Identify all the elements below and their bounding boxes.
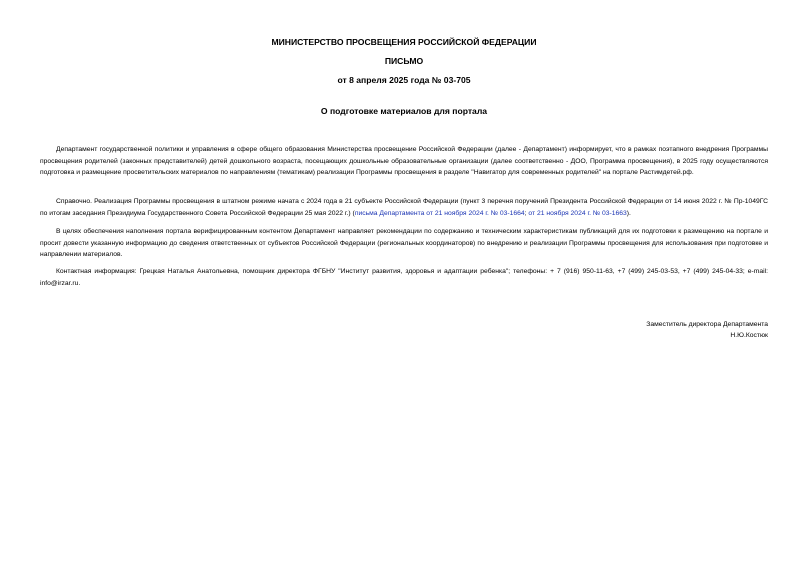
paragraph-intro: Департамент государственной политики и управления в сфере общего образования Министерства просвещение Российской Федерации (далее - Департамент) информирует, что в рамках поэтапного внедрения Программы просвещения родителей (законных представителей) детей дошкольного возраста, посещающих дошкольные образовательные организации (далее соответственно - ДОО, Программа просвещения), в 2025 году осуществляются подготовка и размещение просветительских материалов по направлениям (тематикам) реализации Программы просвещения в разделе "Навигатор для современных родителей" на портале Растимдетей.рф. [40,146,768,176]
paragraph-recommendations: В целях обеспечения наполнения портала верифицированным контентом Департамент направляет рекомендации по содержанию и техническим характеристикам публикаций для их подготовки к размещению на портале и просит довести указанную информацию до сведения ответственных от субъектов Российской Федерации (региональных координаторов) по внедрению и реализации Программы просвещения для использования при подготовке и направлении материалов. [40,228,768,258]
document-subject: О подготовке материалов для портала [320,106,488,116]
ministry-title: МИНИСТЕРСТВО ПРОСВЕЩЕНИЯ РОССИЙСКОЙ ФЕДЕРАЦИИ [271,37,537,47]
link-separator: ; [524,209,529,217]
letter-link-03-1664[interactable]: письма Департамента от 21 ноября 2024 г. № 03-1664 [354,209,525,217]
paragraph-reference-text: Справочно. Реализация Программы просвещения в штатном режиме начата с 2024 года в 21 субъекте Российской Федерации (пункт 3 перечня поручений Президента Российской Федерации от 14 июня 2022 г. № Пр-1049ГС по итогам заседания Президиума Государственного Совета Российской Федерации 25 мая 2022 г.) ( [40,198,768,217]
paragraph-reference [40,196,768,219]
paragraph-reference-end: ). [626,209,631,217]
signature-title: Заместитель директора Департамента [646,321,768,328]
document-date-number: от 8 апреля 2025 года № 03-705 [337,75,471,85]
document-type: ПИСЬМО [384,56,424,66]
letter-link-03-1663[interactable]: от 21 ноября 2024 г. № 03-1663 [528,209,627,217]
signature-name: Н.Ю.Костюк [730,332,768,339]
paragraph-contacts: Контактная информация: Грецкая Наталья Анатольевна, помощник директора ФГБНУ "Институт развития, здоровья и адаптации ребенка"; телефоны: + 7 (916) 950-11-63, +7 (499) 245-03-53, +7 (499) 245-04-33; e-mail: info@irzar.ru. [40,268,768,287]
